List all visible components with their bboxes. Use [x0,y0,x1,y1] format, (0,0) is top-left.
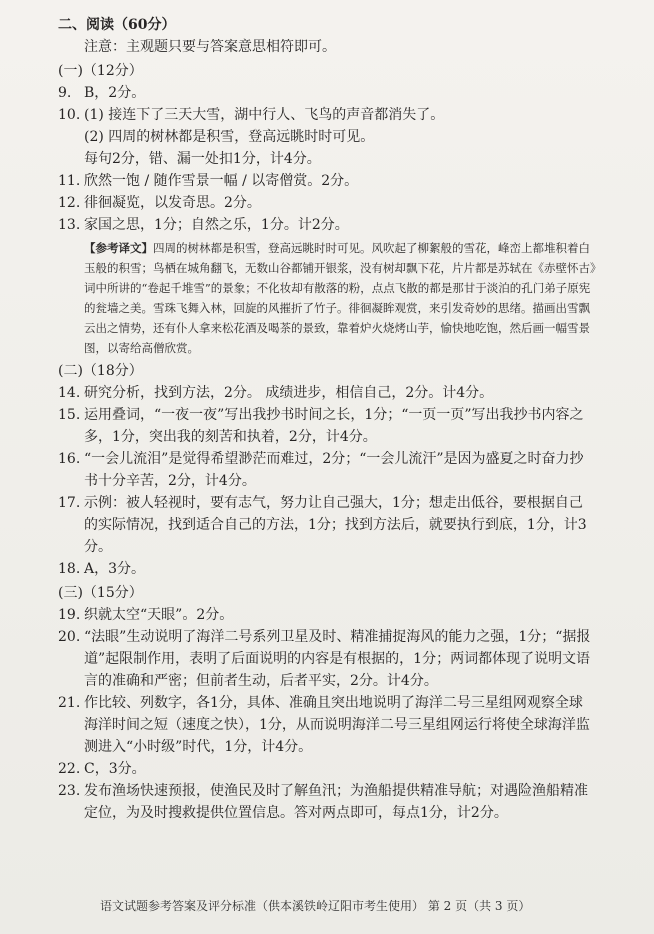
question-17: 17. 示例：被人轻视时，要有志气，努力让自己强大，1分；想走出低谷，要根据自己的实际情况，找到适合自己的方法，1分；找到方法后，就要执行到底，1分，计3分。 [58,495,587,555]
question-10: 10. (1) 接连下了三天大雪，湖中行人、飞鸟的声音都消失了。 [58,107,445,123]
page-footer: 语文试题参考答案及评分标准（供本溪铁岭辽阳市考生使用） 第 2 页（共 3 页） [100,899,531,913]
question-23: 23. 发布渔场快速预报，使渔民及时了解鱼汛；为渔船提供精准导航；对遇险渔船精准定位，为及时搜救提供位置信息。答对两点即可，每点1分，计2分。 [58,783,588,821]
reference-text: 四周的树林都是积雪，登高远眺时时可见。风吹起了柳絮般的雪花，峰峦上都堆积着白玉般的积雪；鸟栖在城角翻飞，无数山谷都铺开银浆，没有树却飘下花，片片都是苏轼在《赤壁怀古》词中所讲的“卷起千堆雪”的景象；不化妆却有散落的粉，点点飞散的都是那甘于淡泊的孔门弟子原宪的瓮墙之美。雪珠飞舞入林，回旋的风摧折了竹子。徘徊凝眸观赏，来引发奇妙的思绪。描画出雪飘云出之情势，还有仆人拿来松花酒及喝茶的景致，靠着炉火烧烤山芋，愉快地吃饱，然后画一幅雪景图，以寄给高僧欣赏。 [84,241,596,355]
question-20: 20. “法眼”生动说明了海洋二号系列卫星及时、精准捕捉海风的能力之强，1分；“据报道”起限制作用，表明了后面说明的内容是有根据的，1分；两词都体现了说明文语言的准确和严密；但前者生动，后者平实，2分。计4分。 [58,629,591,689]
part2-label: (二)（18分） [58,363,143,379]
note: 注意：主观题只要与答案意思相符即可。 [84,39,336,55]
question-11: 11. 欣然一饱 / 随作雪景一幅 / 以寄僧赏。2分。 [58,173,359,189]
question-12: 12. 徘徊凝览，以发奇思。2分。 [58,195,261,211]
question-9: 9. B，2分。 [58,85,146,101]
section-heading: 二、阅读（60分） [58,17,176,33]
reference-label: 【参考译文】 [84,241,153,255]
question-16: 16. “一会儿流泪”是觉得希望渺茫而难过，2分；“一会儿流汗”是因为盛夏之时奋力抄书十分辛苦，2分，计4分。 [58,451,584,489]
question-21: 21. 作比较、列数字，各1分，具体、准确且突出地说明了海洋二号三星组网观察全球海洋时间之短（速度之快），1分，从而说明海洋二号三星组网运行将使全球海洋监测进入“小时级”时代，1分，计4分。 [58,695,590,755]
question-18: 18. A，3分。 [58,561,146,577]
part3-label: (三)（15分） [58,585,143,601]
question-10-line2: (2) 四周的树林都是积雪，登高远眺时时可见。 [84,129,375,145]
question-14: 14. 研究分析，找到方法，2分。 成绩进步，相信自己，2分。计4分。 [58,385,494,401]
question-15: 15. 运用叠词，“一夜一夜”写出我抄书时间之长，1分；“一页一页”写出我抄书内容之多，1分，突出我的刻苦和执着，2分，计4分。 [58,407,584,445]
question-22: 22. C，3分。 [58,761,146,777]
reference-translation [84,238,596,358]
part1-label: (一)（12分） [58,63,143,79]
question-19: 19. 织就太空“天眼”。2分。 [58,607,234,623]
question-10-line3: 每句2分，错、漏一处扣1分，计4分。 [84,151,321,167]
question-13: 13. 家国之思，1分；自然之乐，1分。计2分。 [58,217,349,233]
